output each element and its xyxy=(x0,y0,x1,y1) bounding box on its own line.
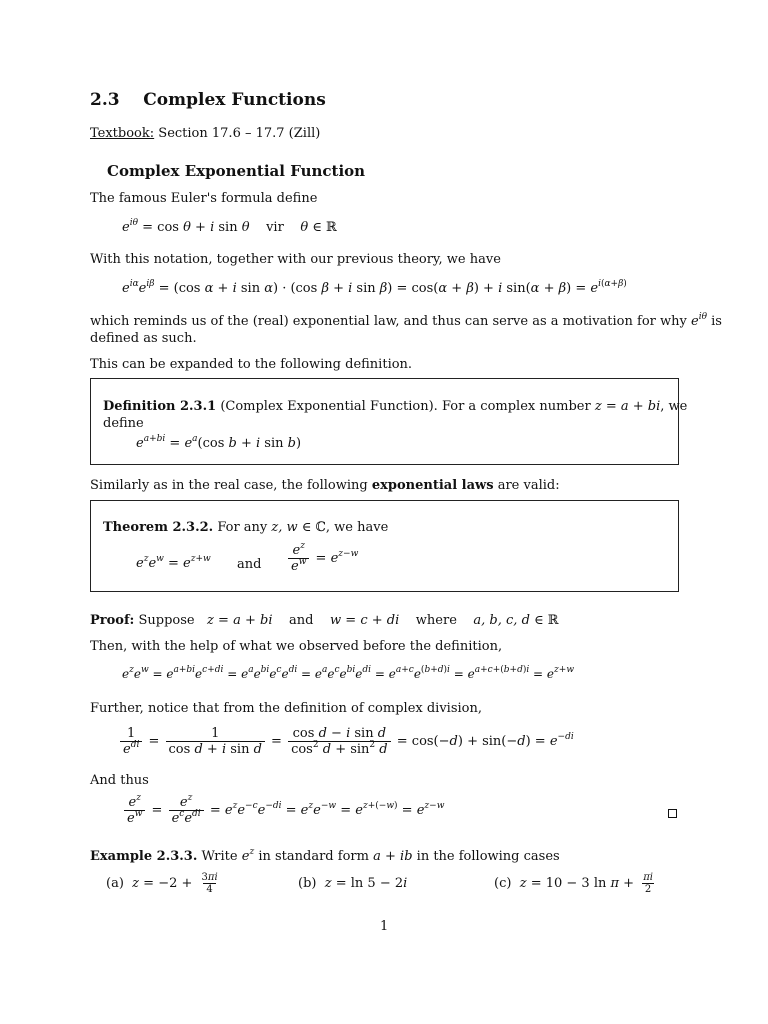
proof-line4: And thus xyxy=(90,773,149,788)
section-title: Complex Functions xyxy=(143,90,326,110)
laws-text-end: are valid: xyxy=(497,478,560,493)
laws-text: Similarly as in the real case, the following xyxy=(90,478,368,493)
proof-line3: Further, notice that from the definition of complex division, xyxy=(90,701,482,716)
exponential-product-formula: $e^{i\alpha}e^{i\beta} = (\cos$ α + i sin α) · (cos β + i sin β) = cos(α + β) + i $\sin(\alpha + \beta) = e^{i(\alpha+\beta)}$ xyxy=(122,279,627,296)
definition-line1: Definition 2.3.1 (Complex Exponential Function). For a complex number z = a + bi, we xyxy=(103,399,688,414)
theorem-text-end: , we have xyxy=(325,520,389,535)
laws-bold: exponential laws xyxy=(371,478,494,493)
example-case-b: (b) z = ln 5 − 2i xyxy=(298,876,408,891)
example-text-cases: in the following cases xyxy=(416,849,560,864)
euler-vir: vir xyxy=(266,220,284,235)
definition-name: (Complex Exponential Function). xyxy=(220,399,438,414)
section-number: 2.3 xyxy=(90,90,120,110)
subsection-title: Complex Exponential Function xyxy=(107,162,366,180)
page-number: 1 xyxy=(380,919,389,934)
theorem-formula-quotient: $\frac{e^z}{e^w}$ = $e^{z-w}$ xyxy=(286,543,358,574)
theorem-and: and xyxy=(237,557,262,572)
theorem-box xyxy=(90,500,679,592)
proof-formula-division: $\frac{1}{e^{di}}$ = $\frac{1}{\text{cos d + i sin d}}$ = $\frac{\text{cos d − i sin d}}{\cos^2 d + \sin^2 d}$ = $\cos(-d) + \sin(-d) = e^{-di}$ xyxy=(118,726,574,757)
section-heading xyxy=(90,90,326,110)
textbook-line xyxy=(90,125,320,142)
textbook-ref: Section 17.6 – 17.7 (Zill) xyxy=(158,126,321,141)
paragraph-notation: With this notation, together with our previous theory, we have xyxy=(90,252,501,267)
euler-formula: $e^{i\theta} = \cos \theta + i$ sin θ vir θ ∈ ℝ xyxy=(122,218,337,235)
theorem-label: Theorem 2.3.2. xyxy=(103,520,214,535)
definition-formula: $e^{a+bi} = e^a(\cos$ b + i sin b) xyxy=(136,434,302,451)
proof-label: Proof: xyxy=(90,613,135,628)
definition-define: define xyxy=(103,416,144,431)
qed-square-icon xyxy=(668,809,677,818)
theorem-text: For any xyxy=(217,520,268,535)
theorem-formula-product: $e^ze^w = e^{z+w}$ xyxy=(136,554,211,571)
example-text-standard: in standard form xyxy=(258,849,369,864)
case-b-label: (b) xyxy=(298,876,317,891)
theorem-line1: Theorem 2.3.2. For any z, w ∈ ℂ, we have xyxy=(103,520,389,535)
example-line: Example 2.3.3. Write $e^z$ in standard form a + ib in the following cases xyxy=(90,847,560,864)
definition-label: Definition 2.3.1 xyxy=(103,399,217,414)
proof-formula-quotient: $\frac{e^z}{e^w}$ = $\frac{e^z}{e^ce^{di}}$ = $e^ze^{-c}e^{-di} = e^ze^{-w} = e^{z+(-w)} = e^{z-w}$ xyxy=(122,795,444,826)
example-case-c: (c) z = 10 − 3 ln π + $\frac{\pi i}{2}$ xyxy=(494,872,653,895)
paragraph-euler-intro: The famous Euler's formula define xyxy=(90,191,318,206)
example-case-a: (a) z = −2 + $\frac{3\pi i}{4}$ xyxy=(106,872,218,895)
proof-formula-product: $e^ze^w = e^{a+bi}e^{c+di} = e^ae^{bi}e^ce^{di} = e^ae^ce^{bi}e^{di} = e^{a+c}e^{(b+d)i} = e^{a+c+(b+d)i} = e^{z+w}$ xyxy=(122,665,575,681)
paragraph-motivation-line1: which reminds us of the (real) exponential law, and thus can serve as a motivation for why $e^{i\theta}$ is xyxy=(90,312,722,329)
paragraph-motivation-line2: defined as such. xyxy=(90,331,197,346)
example-label: Example 2.3.3. xyxy=(90,849,198,864)
proof-suppose: Suppose xyxy=(138,613,195,628)
example-text-write: Write xyxy=(201,849,238,864)
proof-and: and xyxy=(289,613,314,628)
paragraph-laws xyxy=(90,477,560,494)
case-c-label: (c) xyxy=(494,876,512,891)
motivation-text-end: is xyxy=(711,314,722,329)
proof-line2: Then, with the help of what we observed before the definition, xyxy=(90,639,503,654)
motivation-text: which reminds us of the (real) exponential law, and thus can serve as a motivation for why xyxy=(90,314,687,329)
definition-text-end: , we xyxy=(660,399,688,414)
textbook-label: Textbook: xyxy=(90,126,155,141)
proof-line1: Proof: Suppose z = a + bi and w = c + di where a, b, c, d ∈ ℝ xyxy=(90,613,559,628)
paragraph-expand: This can be expanded to the following definition. xyxy=(90,357,413,372)
case-a-label: (a) xyxy=(106,876,124,891)
definition-text: For a complex number xyxy=(441,399,591,414)
proof-where: where xyxy=(415,613,457,628)
definition-box xyxy=(90,378,679,465)
